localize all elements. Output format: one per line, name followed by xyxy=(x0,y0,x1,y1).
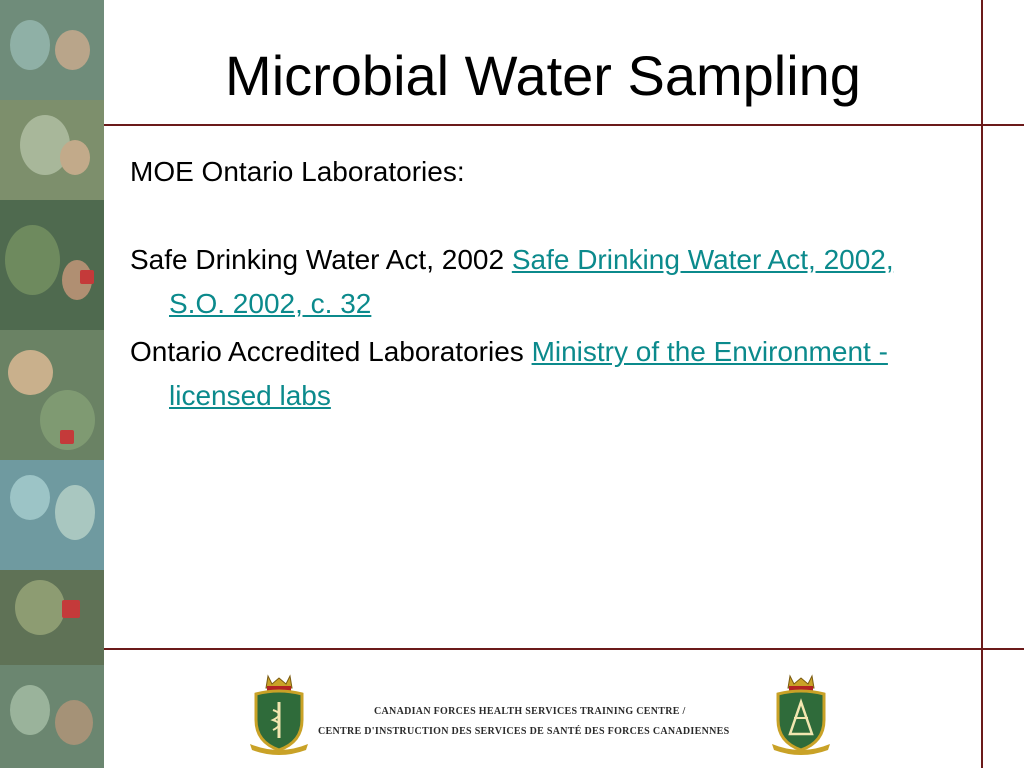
left-crest-icon xyxy=(246,672,312,756)
footer-institution-name xyxy=(318,702,778,742)
safe-drinking-water-act-link[interactable]: Safe Drinking Water Act, 2002, S.O. 2002, c. 32 xyxy=(169,244,894,319)
footer xyxy=(104,652,982,768)
photo-collage-strip xyxy=(0,0,104,768)
licensed-labs-link[interactable]: Ministry of the Environment - licensed labs xyxy=(169,336,888,411)
collage-photo-4 xyxy=(0,330,104,460)
collage-photo-2 xyxy=(0,100,104,200)
slide-body xyxy=(130,150,920,422)
collage-photo-7 xyxy=(0,665,104,768)
right-crest-icon xyxy=(768,672,834,756)
body-heading: MOE Ontario Laboratories: xyxy=(130,156,465,187)
bullet-item-labs-text: Ontario Accredited Laboratories xyxy=(130,336,524,367)
bullet-item-act xyxy=(130,238,920,326)
collage-photo-5 xyxy=(0,460,104,570)
footer-line-english: CANADIAN FORCES HEALTH SERVICES TRAINING CENTRE / xyxy=(374,706,686,717)
bullet-item-labs xyxy=(130,330,920,418)
collage-photo-1 xyxy=(0,0,104,100)
bullet-item-act-text: Safe Drinking Water Act, 2002 xyxy=(130,244,505,275)
footer-divider-rule xyxy=(104,648,1024,650)
slide-title: Microbial Water Sampling xyxy=(225,44,861,107)
footer-line-french: CENTRE D'INSTRUCTION DES SERVICES DE SANTÉ DES FORCES CANADIENNES xyxy=(318,726,730,737)
collage-photo-6 xyxy=(0,570,104,665)
collage-photo-3 xyxy=(0,200,104,330)
title-divider-rule xyxy=(104,124,1024,126)
